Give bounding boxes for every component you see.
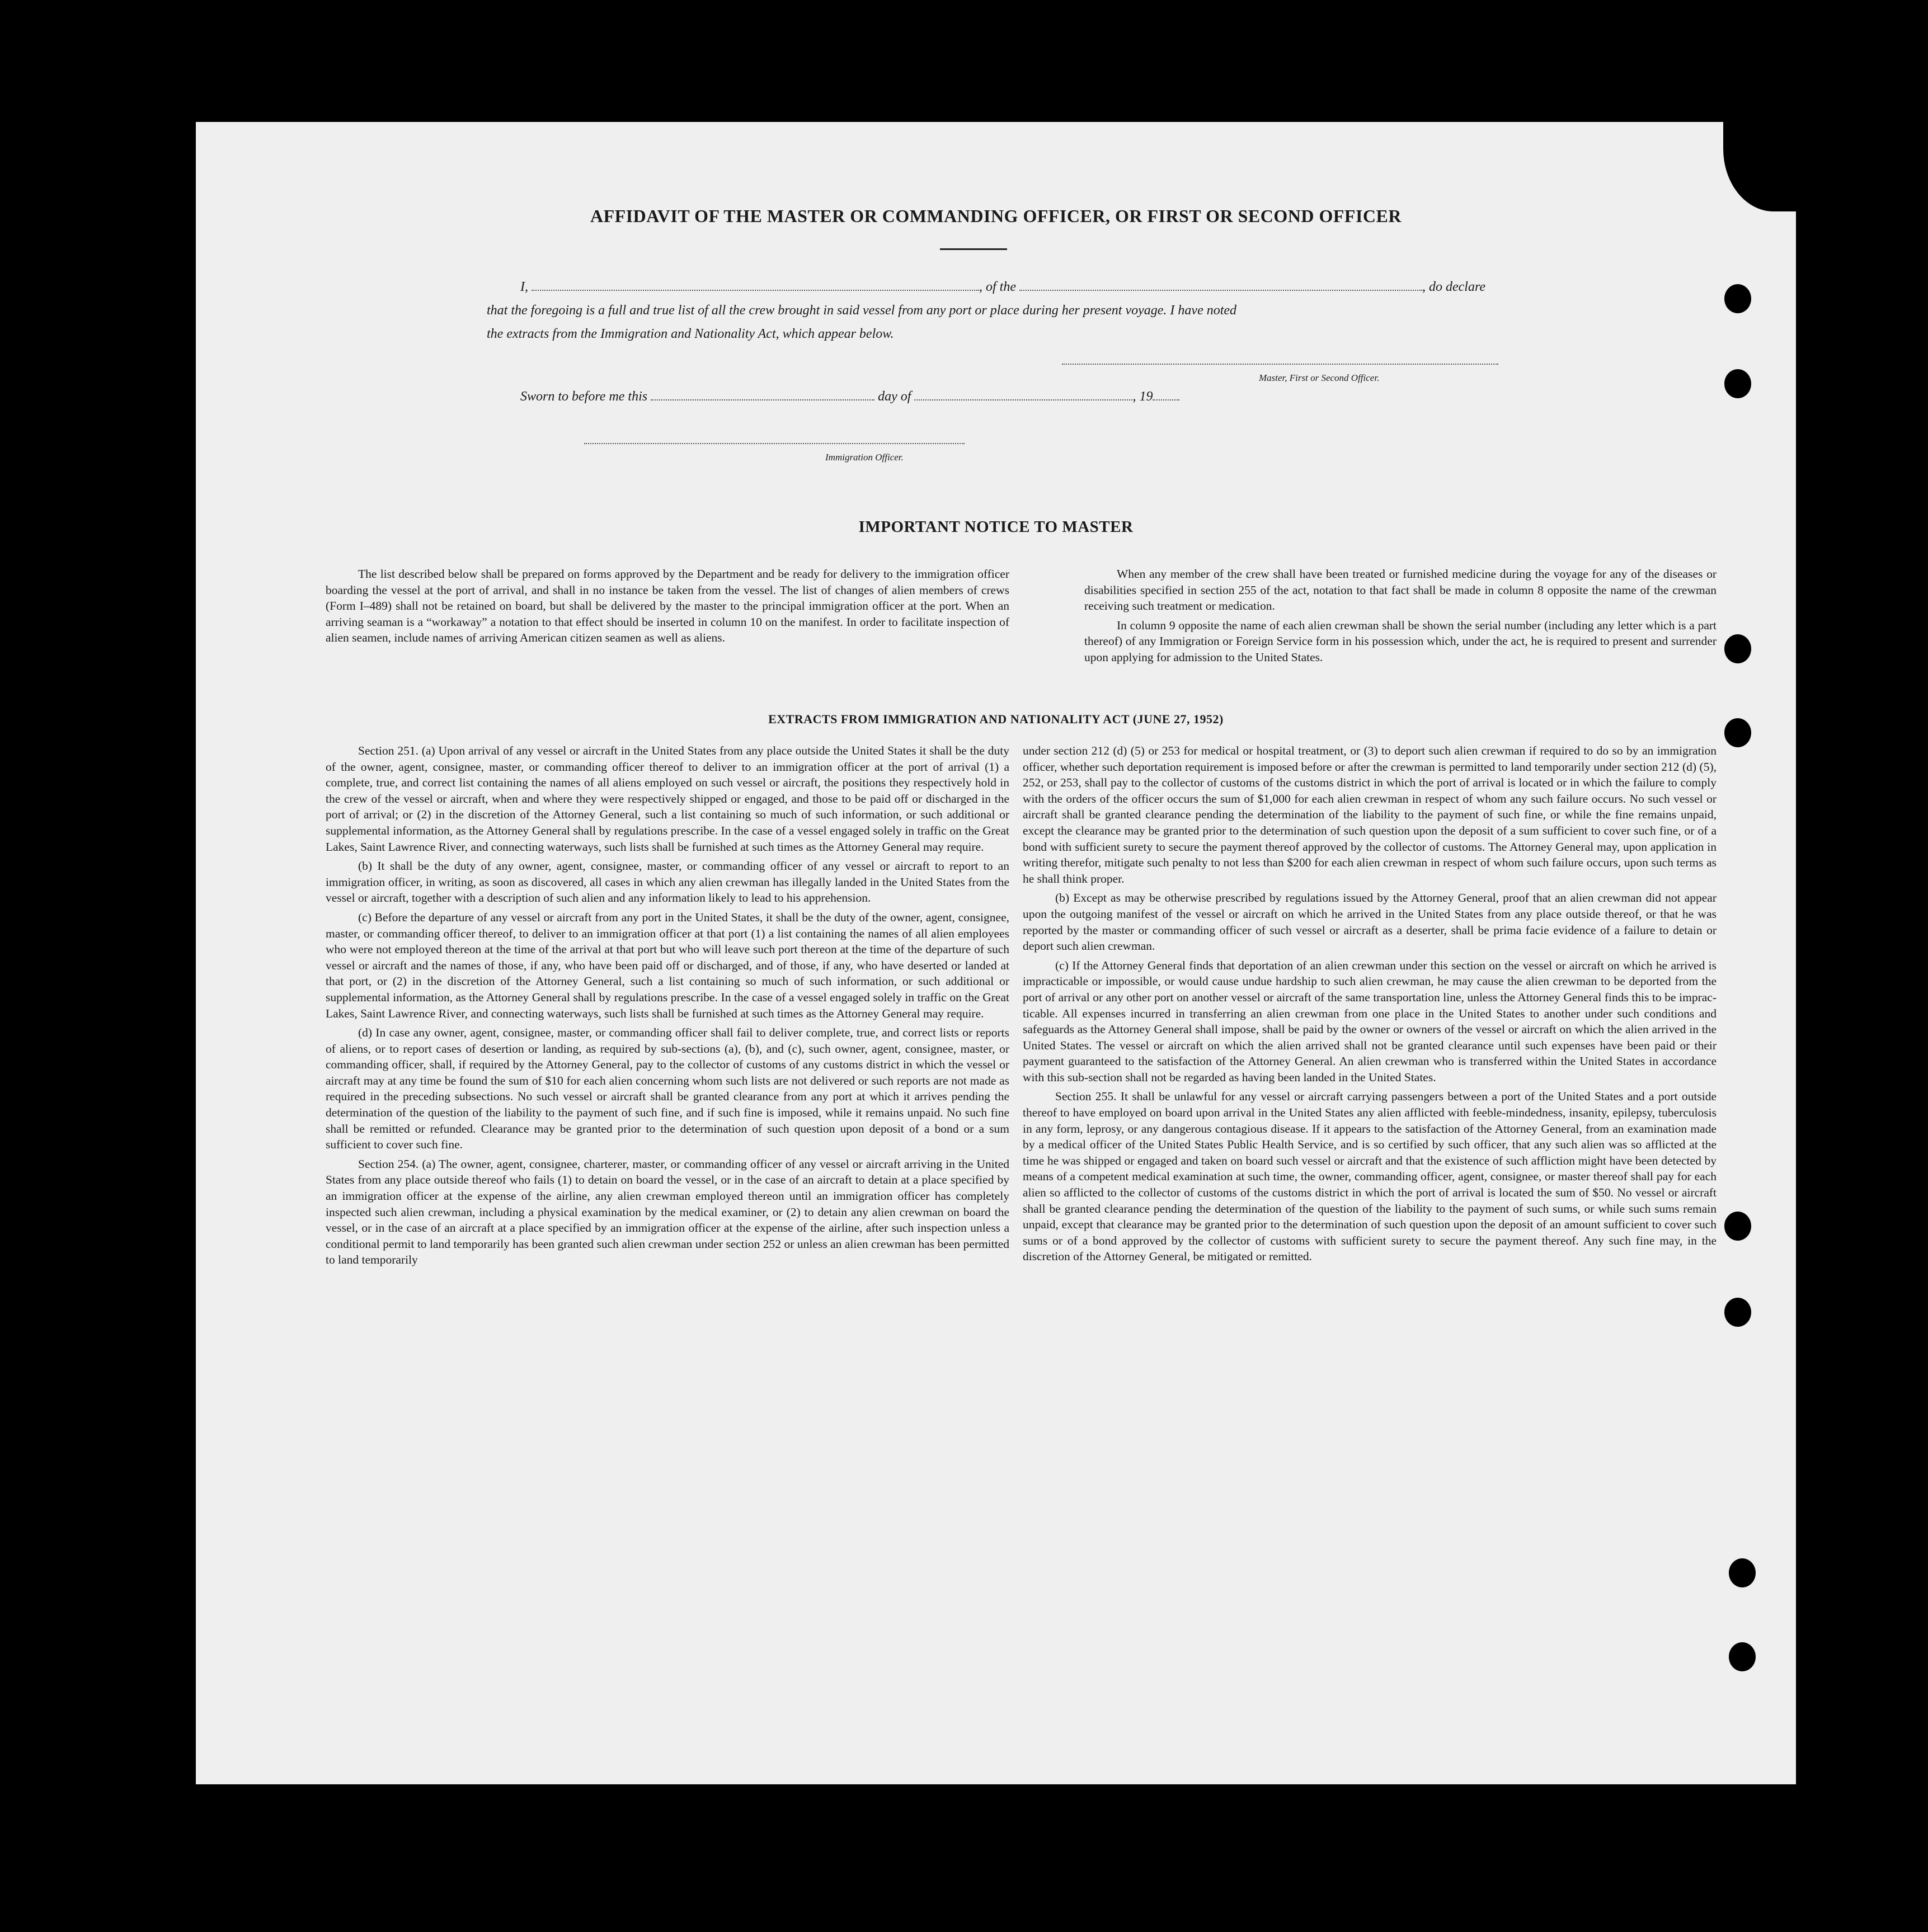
section-251-c: (c) Before the departure of any vessel or aircraft from any port in the United States, it shall be the duty of the owner, agent, consignee, master, or commanding officer thereof, to deliver to an immigration officer at that port (1) a list containing the names of all alien employees who were not employed thereon at the time of the arrival at that port but who will leave such port thereon at the time of the departure of such vessel or aircraft and the names of those, if any, who have been paid off or discharged, and of those, if any, who have deserted or landed at that port, or (2) in the discretion of the Attorney General, such a list containing so much of such information, or such additional or supplemental information, as the Attorney General shall by regulations prescribe. In the case of a vessel engaged solely in traffic on the Great Lakes, Saint Lawrence River, and connecting waterways, such lists shall be furnished at such times as the Attorney General may require. xyxy=(326,910,1009,1020)
binder-hole xyxy=(1729,1642,1756,1671)
declaration-line-3: the extracts from the Immigration and Nationality Act, which appear below. xyxy=(487,327,894,341)
extracts-title: EXTRACTS FROM IMMIGRATION AND NATIONALITY ACT (JUNE 27, 1952) xyxy=(768,712,1224,726)
notice-right-paragraph-1: When any member of the crew shall have been treated or furnished medicine during the voyage for any of the diseases or disabilities specified in section 255 of the act, notation to that fact shall be made in column 8 opposite the name of the crewman receiving such treatment or medication. xyxy=(1084,567,1717,613)
binder-hole xyxy=(1724,284,1751,313)
declaration-i-label: I, xyxy=(520,280,528,294)
declaration-of-the-label: , of the xyxy=(979,280,1016,294)
affidavit-title: AFFIDAVIT OF THE MASTER OR COMMANDING OFFICER, OR FIRST OR SECOND OFFICER xyxy=(590,206,1402,226)
notice-title: IMPORTANT NOTICE TO MASTER xyxy=(858,518,1134,536)
title-rule xyxy=(940,248,1007,250)
binder-hole xyxy=(1724,1212,1751,1241)
officer-signature-line xyxy=(584,443,965,444)
notice-right-column xyxy=(1084,566,1717,669)
binder-hole xyxy=(1724,369,1751,398)
section-254-c: (c) If the Attorney General finds that deportation of an alien crewman under this section on the vessel or aircraft on which he arrived is impracticable or impossible, or would cause undue hardship to such alien crewman, he may cause the alien crewman to be deported from the port of arrival or any other port on another vessel or aircraft of the same transportation line, unless the Attorney General finds this to be impracticable. All expenses incurred in transferring an alien crewman from one place in the United States to another under such conditions and safeguards as the Attorney General shall impose, shall be paid by the owner or owners of the vessel or aircraft on which the alien arrived in the United States. The vessel or aircraft on which the alien arrived shall not be granted clearance until such expenses have been paid or their payment guaranteed to the satisfaction of the Attorney General. An alien crewman who is transferred within the United States in accordance with this sub-section shall not be regarded as having been landed in the United States. xyxy=(1023,958,1717,1084)
section-254-a-continued: under section 212 (d) (5) or 253 for medical or hospital treatment, or (3) to deport such alien crewman if required to do so by an immigration officer, whether such deportation requirement is imposed before or after the crewman is permitted to land temporarily under section 212 (d) (5), 252, or 253, shall pay to the collector of customs of the customs district in which the port of arrival is located or in which the failure to comply with the orders of the officer occurs the sum of $1,000 for each alien crewman in respect of whom any such failure occurs. No such vessel or aircraft shall be granted clearance pending the determination of the liability to the payment of such fine, or while the fine remains unpaid, except the clearance may be granted prior to the determination of such question upon the deposit of a sum sufficient to cover such fine, or of a bond with sufficient surety to secure the payment thereof approved by the collector of customs. The Attorney General may, upon application in writing therefor, mitigate such penalty to not less than $200 for each alien crewman in respect of whom such failure occurs, upon such terms as he shall think proper. xyxy=(1023,744,1717,885)
master-signature-line xyxy=(1062,364,1498,365)
section-251-d: (d) In case any owner, agent, consignee, master, or commanding officer shall fail to deliver complete, true, and correct lists or reports of aliens, or to report cases of desertion or landing, as required by sub-sections (a), (b), and (c), such owner, agent, consignee, master, or commanding officer, shall, if required by the Attorney General, pay to the collector of customs of any customs district in which the vessel or aircraft may at any time be found the sum of $10 for each alien concerning whom such lists are not delivered or such reports are not made as required in the preceding subsections. No such vessel or aircraft shall be granted clearance from any port at which it arrives pending the determination of the question of the liability to the payment of such fine, and if such fine is imposed, while it remains unpaid. No such fine shall be remitted or refunded. Clearance may be granted prior to the determination of such question upon deposit of a bond or a sum sufficient to cover such fine. xyxy=(326,1026,1009,1152)
section-255: Section 255. It shall be unlawful for any vessel or aircraft carrying passengers between a port of the United States and a port outside thereof to have employed on board upon arrival in the United States any alien afflicted with feeble-mindedness, insanity, epilepsy, tuberculosis in any form, leprosy, or any dangerous contagious disease. If it appears to the satisfaction of the Attorney General, from an examination made by a medical officer of the United States Public Health Service, and is so certified by such officer, that any such alien was so afflicted at the time he was shipped or engaged and taken on board such vessel or aircraft and that the existence of such affliction might have been detected by means of a competent medical examination at such time, the owner, commanding officer, agent, consignee, or master thereof shall pay for each alien so afflicted to the collector of customs of the customs district in which the port of arrival is located the sum of $50. No vessel or aircraft shall be granted clearance pending the determination of the question of the liability to the payment of such sums, or while such sums remain unpaid, except that clearance may be granted prior to the determination of such question upon the deposit of an amount sufficient to cover such sums or of a bond approved by the collector of customs with sufficient surety to secure the payment thereof. Any such fine may, in the discretion of the Attorney General, be mitigated or remitted. xyxy=(1023,1090,1717,1264)
torn-corner xyxy=(1723,122,1807,211)
officer-signature-caption: Immigration Officer. xyxy=(825,452,904,463)
declaration-line-1 xyxy=(520,280,1485,295)
declaration-line-2: that the foregoing is a full and true list of all the crew brought in said vessel from any port or place during her present voyage. I have noted xyxy=(487,303,1237,318)
binder-hole xyxy=(1724,718,1751,747)
day-blank xyxy=(651,389,874,400)
document-page xyxy=(196,122,1796,1784)
section-251-a: Section 251. (a) Upon arrival of any vessel or aircraft in the United States from any place outside the United States it shall be the duty of the owner, agent, consignee, master, or commanding officer thereof to deliver to an immigration officer at the port of arrival (1) a complete, true, and correct list containing the names of all aliens employed on such vessel or aircraft, the positions they respectively hold in the crew of the vessel or aircraft, when and where they were respectively shipped or engaged, and those to be paid off or discharged in the port of arrival; or (2) in the discretion of the Attorney General, such a list containing so much of such information, or such additional or supplemental information, as the Attorney General shall by regulations prescribe. In the case of a vessel engaged solely in traffic on the Great Lakes, Saint Lawrence River, and connecting waterways, such lists shall be furnished at such times as the Attorney General may require. xyxy=(326,744,1009,854)
declaration-do-declare-label: , do declare xyxy=(1422,280,1486,294)
name-blank xyxy=(532,280,979,291)
month-blank xyxy=(914,389,1132,400)
vessel-blank xyxy=(1019,280,1422,291)
extracts-right-column xyxy=(1023,743,1717,1268)
section-254-a: Section 254. (a) The owner, agent, consignee, charterer, master, or commanding officer of any vessel or aircraft arriving in the United States from any place outside thereof who fails (1) to detain on board the vessel, or in the case of an aircraft to detain at a place specified by an immigration officer at the expense of the airline, any alien crewman employed thereon until an immigration officer has completely inspected such alien crewman, including a physical examination by the medical examiner, or (2) to detain any alien crewman on board the vessel, or in the case of an aircraft at a place specified by an immigration officer at the expense of the airline, after such inspection unless a conditional permit to land temporarily has been granted such alien crewman under section 252 or unless an alien crewman has been permitted to land temporarily xyxy=(326,1157,1009,1267)
notice-left-column xyxy=(326,566,1009,649)
binder-hole xyxy=(1724,634,1751,663)
year-blank xyxy=(1153,389,1179,400)
binder-hole xyxy=(1724,1298,1751,1327)
extracts-left-column xyxy=(326,743,1009,1271)
sworn-day-of: day of xyxy=(878,389,911,404)
notice-left-paragraph: The list described below shall be prepared on forms approved by the Department and be ready for delivery to the immigration officer boarding the vessel at the port of arrival, and shall in no instance be taken from the vessel. The list of changes of alien members of crews (Form I–489) shall not be retained on board, but shall be delivered by the master to the principal immigration officer at the port. When an arriving seaman is a “workaway” a notation to that effect should be inserted in column 10 on the manifest. In order to facilitate inspection of alien seamen, include names of arriving American citizen seamen as well as aliens. xyxy=(326,567,1009,645)
master-signature-caption: Master, First or Second Officer. xyxy=(1259,373,1380,383)
section-254-b: (b) Except as may be otherwise prescribed by regulations issued by the Attorney General, proof that an alien crewman did not appear upon the outgoing manifest of the vessel or aircraft on which he arrived in the United States from any place outside thereof, or that he was reported by the master or commanding officer of such vessel or aircraft as a deserter, shall be prima facie evidence of a failure to detain or deport such alien crewman. xyxy=(1023,891,1717,953)
sworn-prefix: Sworn to before me this xyxy=(520,389,648,404)
sworn-year: , 19 xyxy=(1132,389,1153,404)
section-251-b: (b) It shall be the duty of any owner, agent, consignee, master, or commanding officer of any vessel or aircraft to report to an immigration officer, in writing, as soon as discovered, all cases in which any alien crewman has illegally landed in the United States from the vessel or aircraft, together with a description of such alien and any information likely to lead to his apprehension. xyxy=(326,859,1009,905)
sworn-line xyxy=(520,389,1179,404)
notice-right-paragraph-2: In column 9 opposite the name of each alien crewman shall be shown the serial number (including any letter which is a part thereof) of any Immigration or Foreign Service form in his possession which, under the act, he is required to present and surrender upon applying for admission to the United States. xyxy=(1084,618,1717,664)
binder-hole xyxy=(1729,1558,1756,1587)
